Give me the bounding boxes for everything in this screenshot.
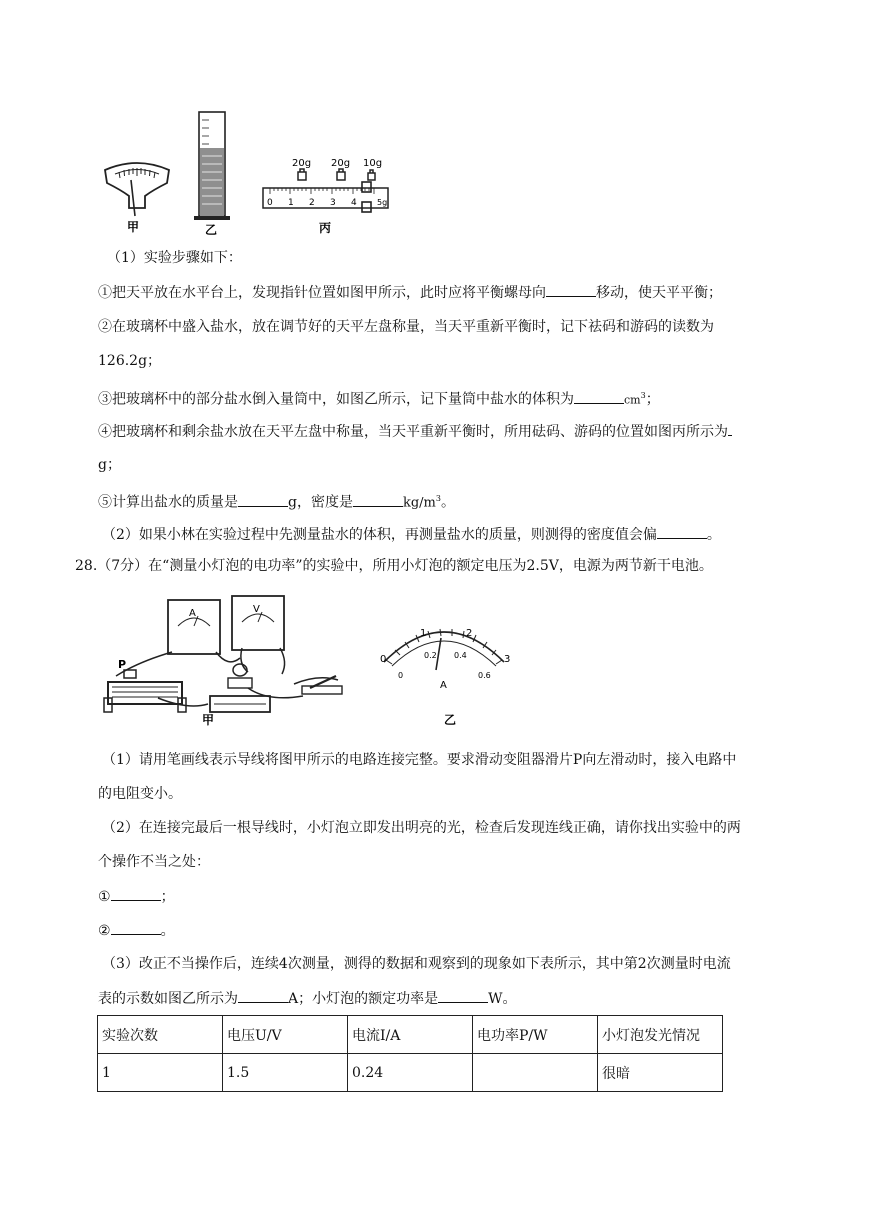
q28-part1-cont: 的电阻变小。 [98, 786, 182, 802]
ammeter-needle [436, 638, 441, 670]
q27-step3: ③把玻璃杯中的部分盐水倒入量筒中，如图乙所示，记下量筒中盐水的体积为 $cm^3$； [98, 386, 660, 411]
balance-pointer-dial [105, 163, 169, 216]
figure-circuit-ammeter [98, 592, 528, 732]
scale-top-1: 1 [420, 628, 427, 639]
q27-step2-value: 126.2g； [98, 353, 162, 369]
measurement-table [97, 1015, 723, 1092]
q27-part2: （2）如果小林在实验过程中先测量盐水的体积，再测量盐水的质量，则测得的密度值会偏 。 [102, 524, 721, 545]
q28-part2: （2）在连接完最后一根导线时，小灯泡立即发出明亮的光，检查后发现连线正确，请你找出实验中的两 [102, 820, 741, 836]
q27-part1-title: （1）实验步骤如下： [107, 250, 242, 266]
table-header-cell: 电压U/V [223, 1016, 348, 1054]
label-bing-1: 丙 [319, 221, 332, 235]
weight-20g-b: 20g [331, 158, 351, 169]
q28-part2-cont: 个操作不当之处： [98, 854, 210, 870]
rider-tick-4: 4 [351, 198, 357, 208]
q27-step2: ②在玻璃杯中盛入盐水，放在调节好的天平左盘称量，当天平重新平衡时，记下祛码和游码的读数为 [98, 319, 714, 335]
answer-blank[interactable] [111, 920, 161, 935]
table-cell: 1 [98, 1054, 223, 1092]
q28-part1: （1）请用笔画线表示导线将图甲所示的电路连接完整。要求滑动变阻器滑片P向左滑动时，接入电路中 [102, 752, 737, 768]
weights-and-rider [263, 158, 388, 212]
weight-20g-a: 20g [292, 158, 312, 169]
table-cell: 0.24 [348, 1054, 473, 1092]
q28-item2: ② 。 [98, 920, 175, 941]
answer-blank[interactable] [657, 524, 707, 539]
label-jia-2: 甲 [202, 713, 215, 727]
scale-bottom-0: 0 [398, 671, 404, 680]
scale-bottom-04: 0.4 [454, 651, 467, 660]
answer-blank[interactable] [111, 886, 161, 901]
table-cell: 很暗 [598, 1054, 723, 1092]
answer-blank[interactable] [238, 492, 288, 507]
rider-tick-1: 1 [288, 198, 294, 208]
circuit-diagram [104, 596, 342, 712]
label-yi-1: 乙 [205, 223, 218, 237]
answer-blank[interactable] [353, 492, 403, 507]
q27-step4: ④把玻璃杯和剩余盐水放在天平左盘中称量，当天平重新平衡时，所用砝码、游码的位置如图丙所示为 [98, 421, 732, 442]
scale-top-0: 0 [380, 654, 387, 665]
ammeter-unit: A [440, 680, 447, 691]
answer-blank[interactable] [438, 988, 488, 1003]
table-header-cell: 小灯泡发光情况 [598, 1016, 723, 1054]
label-jia-1: 甲 [127, 220, 140, 234]
table-cell: 1.5 [223, 1054, 348, 1092]
rider-tick-0: 0 [267, 198, 273, 208]
table-cell[interactable] [473, 1054, 598, 1092]
label-yi-2: 乙 [444, 713, 457, 727]
q27-step1: ①把天平放在水平台上，发现指针位置如图甲所示，此时应将平衡螺母向 移动，使天平平衡； [98, 282, 722, 303]
ammeter-dial [384, 629, 504, 670]
rider-tick-2: 2 [309, 198, 315, 208]
q27-step5: ⑤计算出盐水的质量是 g，密度是 $kg/m^3$。 [98, 489, 455, 514]
q28-header: 28.（7分）在“测量小灯泡的电功率”的实验中，所用小灯泡的额定电压为2.5V，电源为两节新干电池。 [75, 558, 713, 574]
q28-item1: ① ； [98, 886, 175, 907]
rider-tick-5g: 5g [377, 198, 388, 207]
graduated-cylinder [194, 112, 230, 220]
rider-marker [362, 182, 371, 192]
answer-blank[interactable] [574, 389, 624, 404]
table-header-row [98, 1016, 723, 1054]
scale-top-2: 2 [466, 628, 473, 639]
table-row [98, 1054, 723, 1092]
figure-balance-cylinder-rider [95, 108, 425, 240]
answer-blank[interactable] [238, 988, 288, 1003]
rider-tick-3: 3 [330, 198, 336, 208]
ammeter-letter: A [189, 608, 196, 619]
q27-step4-unit: g； [98, 457, 121, 473]
scale-bottom-06: 0.6 [478, 671, 491, 680]
table-header-cell: 实验次数 [98, 1016, 223, 1054]
slider-label-p: P [118, 658, 127, 671]
table-header-cell: 电流I/A [348, 1016, 473, 1054]
voltmeter-letter: V [253, 604, 260, 615]
q28-part3: （3）改正不当操作后，连续4次测量，测得的数据和观察到的现象如下表所示，其中第2次测量时电流 [102, 956, 731, 972]
table-header-cell: 电功率P/W [473, 1016, 598, 1054]
scale-top-3: 3 [504, 654, 511, 665]
rheostat [108, 682, 182, 704]
scale-bottom-02: 0.2 [424, 651, 437, 660]
answer-blank[interactable] [546, 282, 596, 297]
weight-10g: 10g [363, 158, 383, 169]
q28-part3-cont: 表的示数如图乙所示为 A；小灯泡的额定功率是 W。 [98, 988, 517, 1009]
